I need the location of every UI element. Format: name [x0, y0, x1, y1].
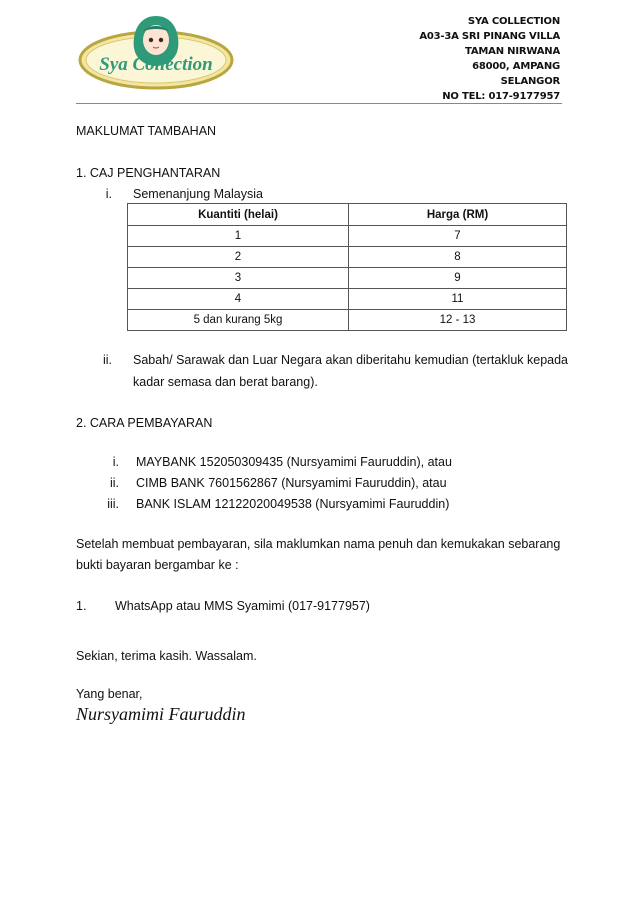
- region-other-line2: kadar semasa dan berat barang).: [133, 375, 318, 389]
- table-header-row: [128, 204, 567, 226]
- table-row: [128, 310, 567, 331]
- table-row: [128, 247, 567, 268]
- bank-islam: BANK ISLAM 12122020049538 (Nursyamimi Fauruddin): [136, 497, 450, 511]
- company-address: [419, 14, 560, 104]
- region-peninsular: Semenanjung Malaysia: [133, 187, 263, 201]
- quantity-cell: 1: [128, 226, 349, 247]
- table-row: [128, 226, 567, 247]
- closing-text: Sekian, terima kasih. Wassalam.: [76, 649, 257, 663]
- document-title: MAKLUMAT TAMBAHAN: [76, 124, 217, 138]
- logo-text: Sya Collection: [99, 54, 213, 75]
- address-line: A03-3A SRI PINANG VILLA: [419, 31, 560, 42]
- list-number: 1.: [76, 599, 87, 613]
- price-cell: 12 - 13: [349, 310, 567, 331]
- sya-collection-logo: [76, 12, 236, 92]
- region-other-line1: Sabah/ Sarawak dan Luar Negara akan diberitahu kemudian (tertakluk kepada: [133, 353, 568, 367]
- address-line: SYA COLLECTION: [467, 16, 560, 27]
- quantity-cell: 5 dan kurang 5kg: [128, 310, 349, 331]
- address-line: 68000, AMPANG: [472, 61, 560, 72]
- logo-graphic: [76, 12, 236, 92]
- quantity-cell: 3: [128, 268, 349, 289]
- column-header-price: Harga (RM): [349, 204, 567, 226]
- address-line: NO TEL: 017-9177957: [442, 91, 560, 102]
- after-payment-line2: bukti bayaran bergambar ke :: [76, 558, 239, 572]
- section-heading-shipping: 1. CAJ PENGHANTARAN: [76, 166, 221, 180]
- whatsapp-contact: WhatsApp atau MMS Syamimi (017-9177957): [115, 599, 370, 613]
- table-row: [128, 289, 567, 310]
- column-header-quantity: Kuantiti (helai): [128, 204, 349, 226]
- price-cell: 11: [349, 289, 567, 310]
- list-number: ii.: [109, 476, 119, 490]
- address-line: TAMAN NIRWANA: [465, 46, 560, 57]
- list-number: ii.: [102, 353, 112, 367]
- quantity-cell: 2: [128, 247, 349, 268]
- shipping-rates-table: [127, 203, 567, 331]
- quantity-cell: 4: [128, 289, 349, 310]
- price-cell: 9: [349, 268, 567, 289]
- list-number: i.: [112, 455, 119, 469]
- address-line: SELANGOR: [500, 76, 560, 87]
- bank-cimb: CIMB BANK 7601562867 (Nursyamimi Fauruddin), atau: [136, 476, 447, 490]
- header-divider: [76, 103, 562, 104]
- list-number: i.: [105, 187, 112, 201]
- price-cell: 7: [349, 226, 567, 247]
- section-heading-payment: 2. CARA PEMBAYARAN: [76, 416, 213, 430]
- list-number: iii.: [107, 497, 119, 511]
- price-cell: 8: [349, 247, 567, 268]
- table-row: [128, 268, 567, 289]
- bank-maybank: MAYBANK 152050309435 (Nursyamimi Fauruddin), atau: [136, 455, 452, 469]
- after-payment-line1: Setelah membuat pembayaran, sila maklumkan nama penuh dan kemukakan sebarang: [76, 537, 561, 551]
- signature-name: Nursyamimi Fauruddin: [76, 704, 246, 724]
- regards-text: Yang benar,: [76, 687, 143, 701]
